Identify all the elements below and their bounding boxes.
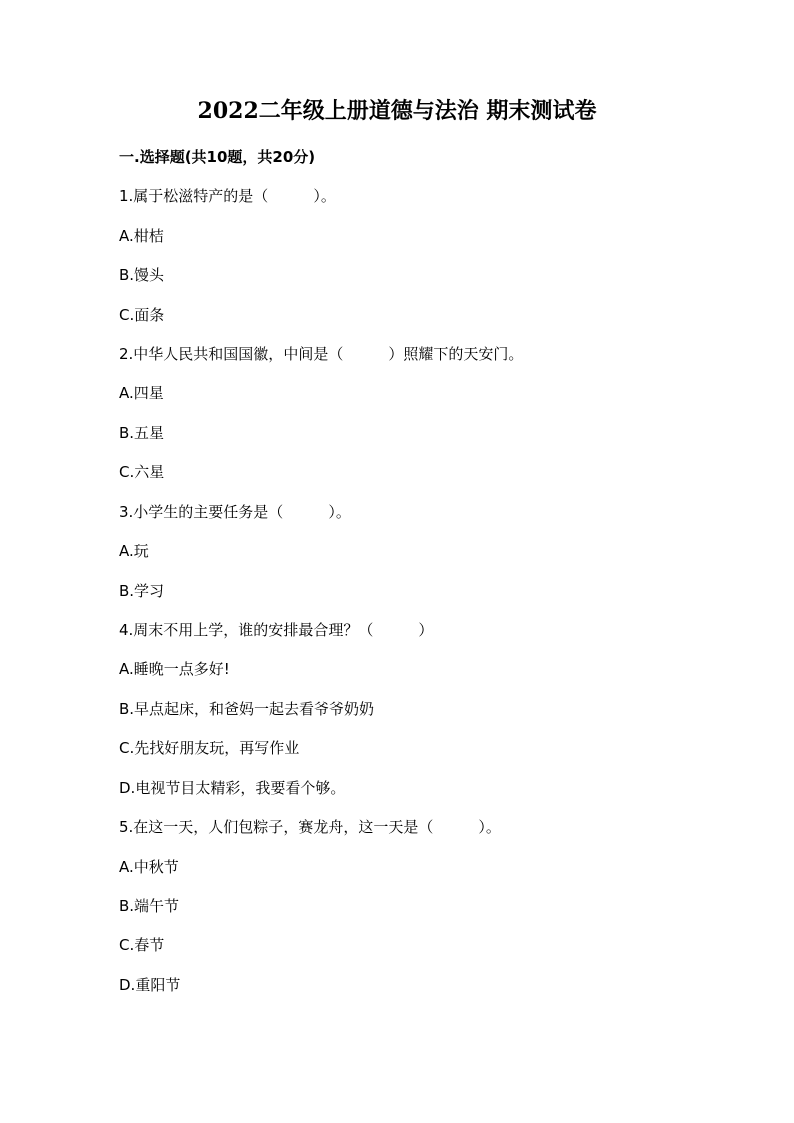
answer-option: B.五星 — [119, 424, 165, 442]
answer-option: C.先找好朋友玩，再写作业 — [119, 739, 300, 757]
answer-option: B.早点起床，和爸妈一起去看爷爷奶奶 — [119, 700, 375, 718]
section-heading: 一.选择题(共10题，共20分) — [119, 148, 316, 166]
answer-option: A.四星 — [119, 384, 164, 402]
answer-option: A.中秋节 — [119, 858, 179, 876]
answer-option: A.柑桔 — [119, 227, 164, 245]
answer-option: C.六星 — [119, 463, 165, 481]
question-stem: 5.在这一天，人们包粽子，赛龙舟，这一天是（ ）。 — [119, 818, 501, 836]
question-stem: 2.中华人民共和国国徽，中间是（ ）照耀下的天安门。 — [119, 345, 524, 363]
answer-option: D.重阳节 — [119, 976, 181, 994]
question-stem: 1.属于松滋特产的是（ ）。 — [119, 187, 336, 205]
answer-option: C.春节 — [119, 936, 165, 954]
answer-option: B.馒头 — [119, 266, 165, 284]
answer-option: D.电视节目太精彩，我要看个够。 — [119, 779, 346, 797]
page-title: 2022二年级上册道德与法治 期末测试卷 — [197, 98, 597, 124]
question-stem: 4.周末不用上学，谁的安排最合理？（ ） — [119, 621, 434, 639]
answer-option: A.玩 — [119, 542, 149, 560]
answer-option: C.面条 — [119, 306, 165, 324]
answer-option: B.学习 — [119, 582, 165, 600]
answer-option: A.睡晚一点多好! — [119, 660, 230, 678]
answer-option: B.端午节 — [119, 897, 180, 915]
question-stem: 3.小学生的主要任务是（ ）。 — [119, 503, 351, 521]
